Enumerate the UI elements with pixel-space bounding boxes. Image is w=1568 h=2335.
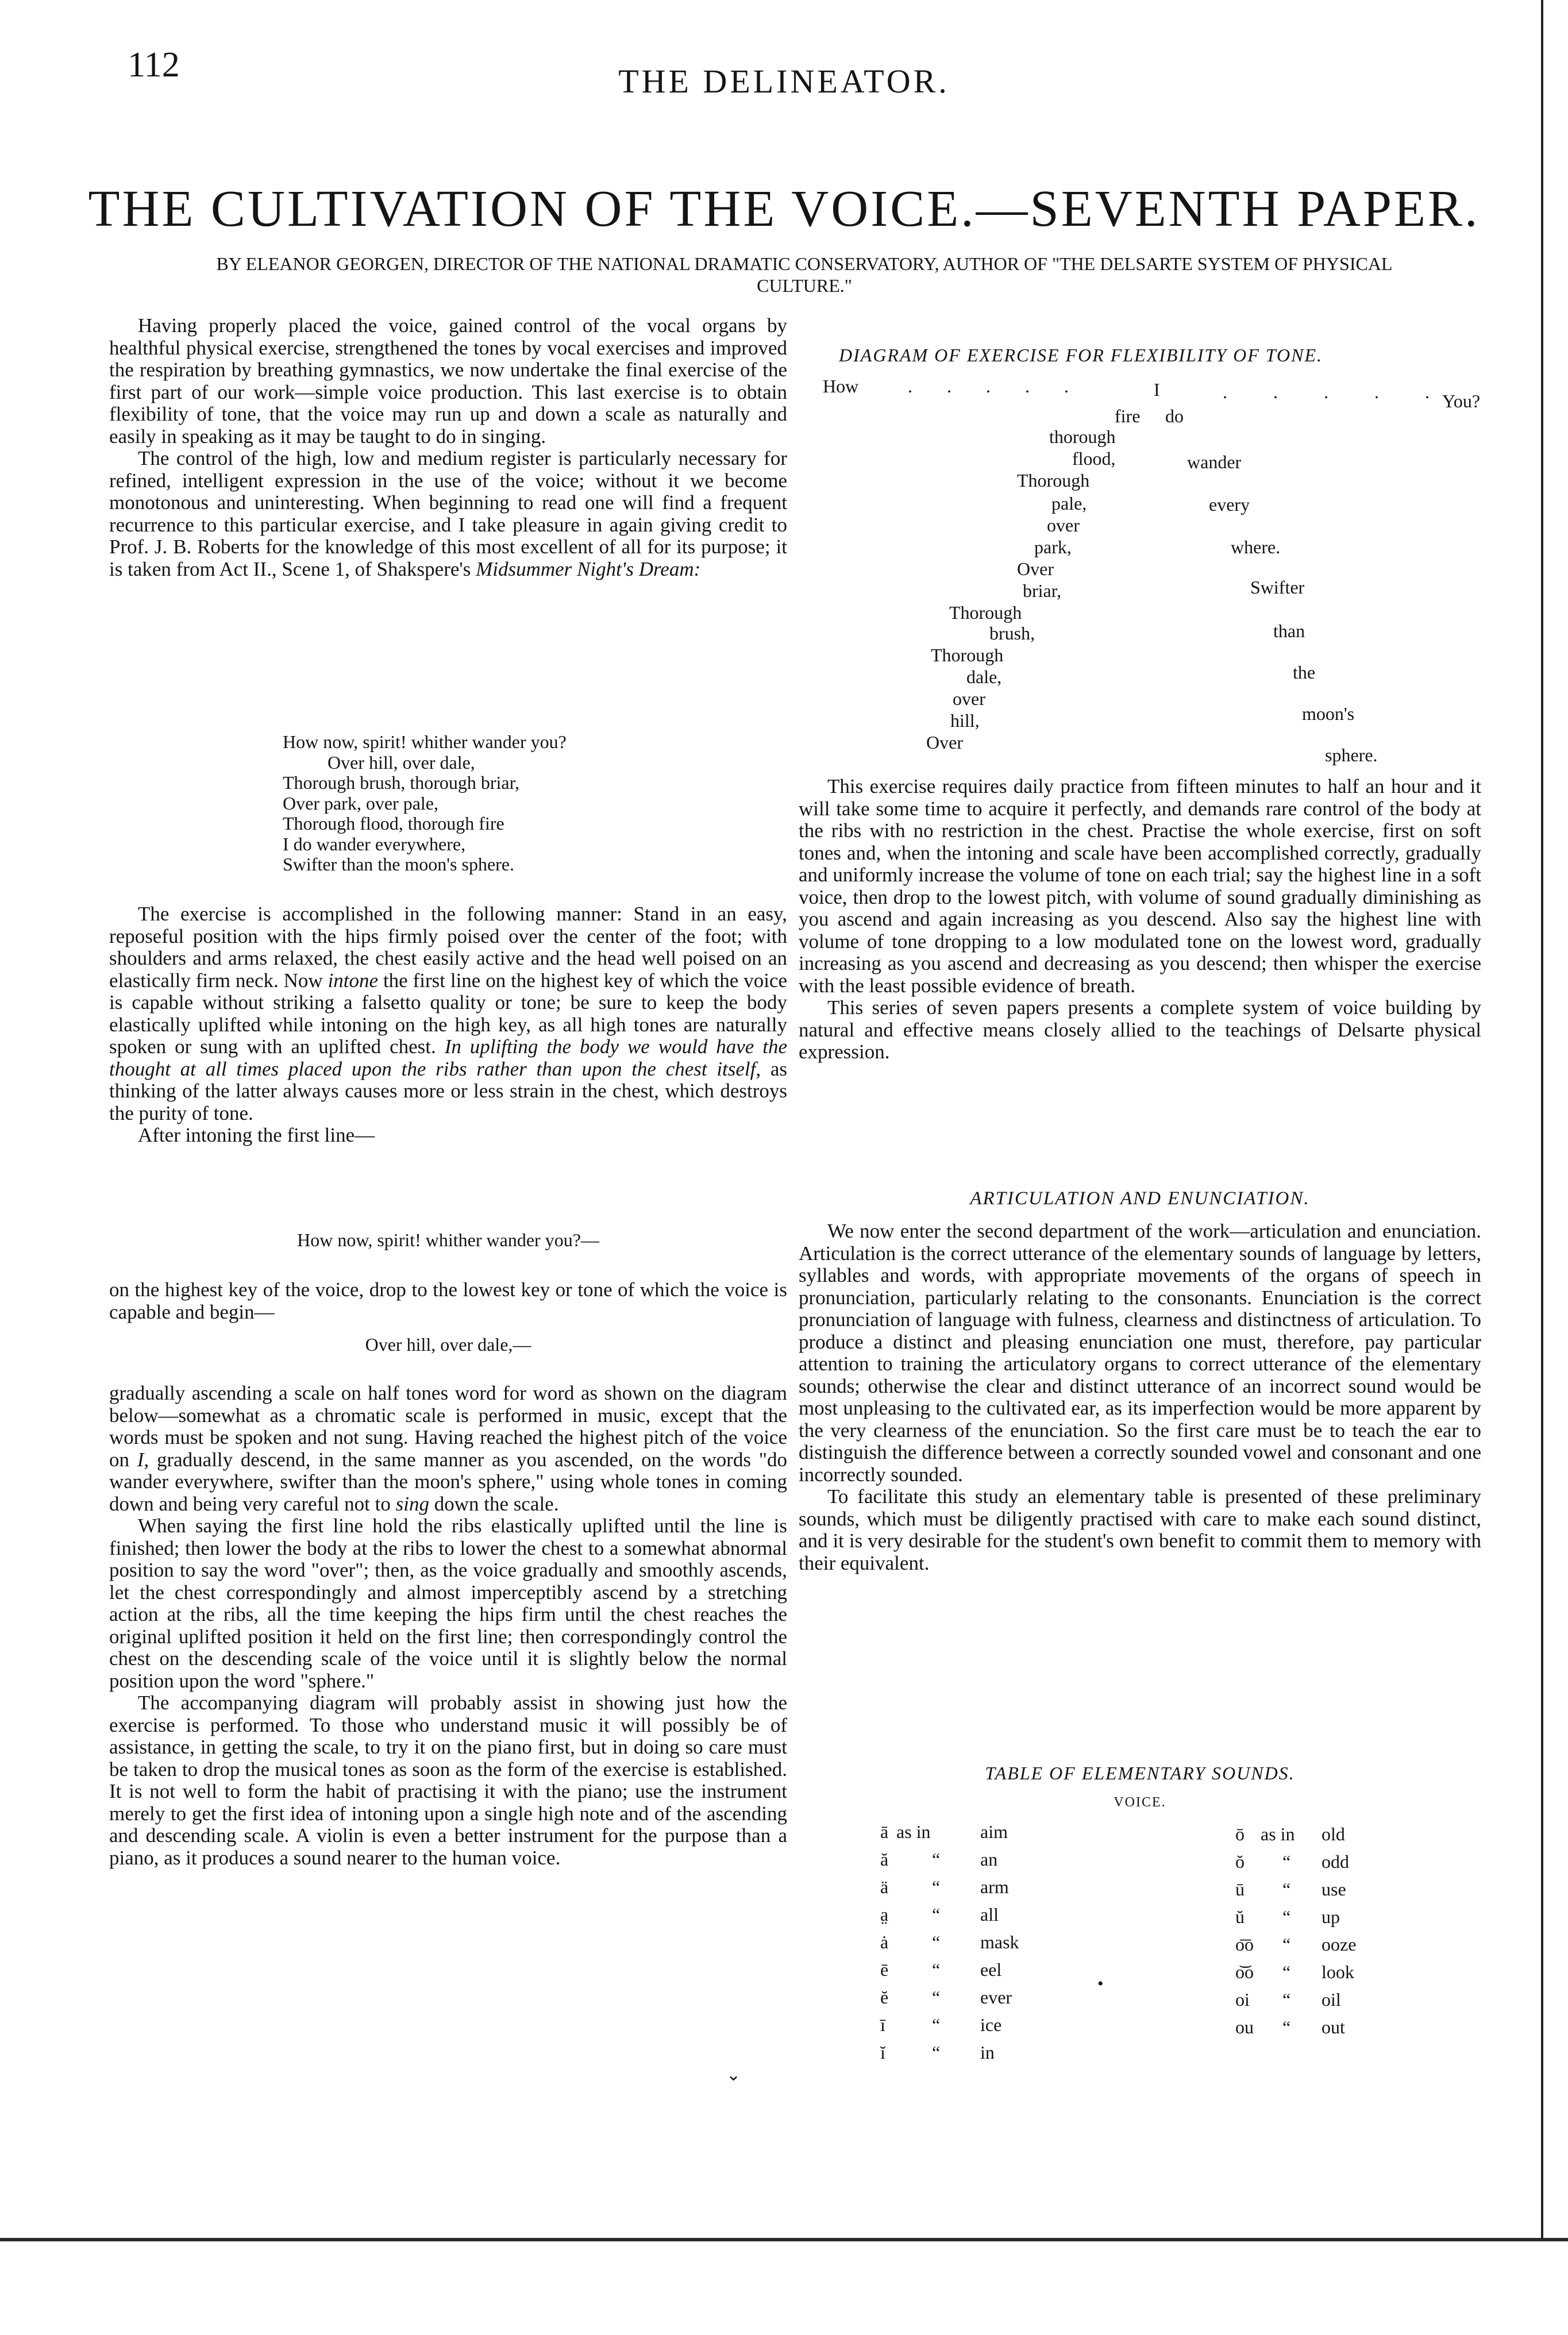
diagram-word: Thorough [931, 645, 1004, 665]
ink-mark: ⌄ [726, 2066, 741, 2084]
diagram-word: every [1209, 494, 1250, 515]
left-column-part2 [109, 903, 787, 1147]
sound-word: aim [980, 1821, 1008, 1842]
sound-word: odd [1322, 1851, 1349, 1872]
poem-line: Thorough brush, thorough briar, [283, 772, 519, 793]
sound-word: oil [1322, 1989, 1341, 2010]
paragraph-series-summary: This series of seven papers presents a complete system of voice building by natural and effective means closely allied to the teachings of Delsarte physical expression. [799, 996, 1481, 1063]
article-title: THE CULTIVATION OF THE VOICE.—SEVENTH PAPER. [88, 180, 1480, 237]
diagram-word: sphere. [1325, 745, 1378, 765]
sound-as: “ [1282, 1906, 1291, 1927]
sound-as: “ [1282, 1962, 1291, 1982]
sound-as: “ [932, 1932, 941, 1952]
sound-symbol: ĭ [880, 2042, 885, 2063]
sound-word: ooze [1322, 1934, 1357, 1955]
paragraph-exercise-text-c: as thinking of the latter always causes more or less strain in the chest, which destroys the purity of tone. [109, 1057, 788, 1124]
diagram-dots-right: . . . . . [1223, 382, 1450, 402]
sound-as: as in [1261, 1824, 1295, 1844]
diagram-word: Over [1017, 558, 1054, 579]
sound-word: old [1322, 1824, 1345, 1844]
diagram-word: thorough [1049, 426, 1116, 447]
diagram-dots-left: . . . . . [908, 376, 1084, 396]
sound-word: ice [980, 2014, 1002, 2035]
right-column-part1 [799, 776, 1481, 1064]
poem-line: Over park, over pale, [283, 792, 438, 814]
sound-as: as in [896, 1821, 931, 1842]
running-head: THE DELINEATOR. [618, 63, 950, 100]
paragraph-intro: Having properly placed the voice, gained control of the vocal organs by healthful physical exercise, strengthened the tones by vocal exercises and improved the respiration by breathing gymnastics, we now undertake the final exercise of the first part of our work—simple voice production. This last exercise is to obtain flexibility of tone, that the voice may run up and down a scale as naturally and easily in speaking as it may be taught to do in singing. [109, 314, 787, 448]
diagram-word: over [1047, 515, 1080, 535]
paragraph-ascending-text-b: gradually descend, in the same manner as you ascended, on the words "do wander everywhere, swifter than the moon's sphere," using whole tones in coming down and being very careful not to [109, 1448, 788, 1515]
sound-symbol: ŭ [1235, 1906, 1245, 1927]
bottom-scan-border [0, 2238, 1568, 2241]
sound-as: “ [932, 1904, 941, 1925]
sound-as: “ [932, 1849, 941, 1870]
sound-as: “ [932, 2042, 941, 2063]
sound-word: ever [980, 1987, 1012, 2008]
diagram-word: park, [1034, 537, 1072, 557]
quote-first-line: How now, spirit! whither wander you?— [297, 1230, 599, 1250]
sound-symbol: ä [880, 1877, 889, 1897]
sound-symbol: ou [1235, 2017, 1254, 2037]
poem-excerpt [283, 732, 567, 875]
paragraph-exercise-text-a: The exercise is accomplished in the following manner: Stand in an easy, reposeful position with the hips firmly poised over the center of the foot; with shoulders and arms relaxed, the chest easily active and the head well poised on an elastically firm neck. Now [109, 903, 787, 992]
left-column-part3 [109, 1279, 787, 1323]
sound-symbol: ă [880, 1849, 889, 1870]
sound-as: “ [1282, 1879, 1291, 1899]
sound-as: “ [932, 1877, 941, 1897]
sound-word: up [1322, 1906, 1340, 1927]
sound-symbol: a̤ [880, 1904, 889, 1925]
table-subtitle: VOICE. [1114, 1795, 1166, 1810]
diagram-word: Thorough [949, 602, 1022, 623]
sound-word: eel [980, 1959, 1002, 1980]
sound-word: use [1322, 1879, 1346, 1899]
sound-as: “ [932, 2014, 941, 2035]
sound-as: “ [1282, 1851, 1291, 1872]
diagram-word: moon's [1302, 703, 1355, 724]
emphasis-i: I, [137, 1448, 149, 1471]
sound-as: “ [1282, 2017, 1291, 2037]
page-edge-rule [1541, 0, 1543, 2241]
ink-speck: • [1097, 1974, 1104, 1993]
page-number: 112 [128, 45, 180, 84]
sound-symbol: ĕ [880, 1987, 889, 2008]
quote-second-line: Over hill, over dale,— [365, 1334, 531, 1355]
sound-word: arm [980, 1877, 1009, 1897]
left-column-part4 [109, 1382, 787, 1869]
diagram-word: wander [1187, 452, 1242, 472]
paragraph-ascending-text-a: gradually ascending a scale on half tones word for word as shown on the diagram below—somewhat as a chromatic scale is performed in music, except that the words must be spoken and not sung. Having reached the highest pitch of the voice on [109, 1382, 787, 1471]
diagram-word: Over [926, 732, 963, 753]
paragraph-exercise [109, 903, 787, 1124]
sound-as: “ [1282, 1989, 1291, 2010]
diagram-word: You? [1442, 391, 1481, 411]
sound-as: “ [1282, 1934, 1291, 1955]
sound-as: “ [932, 1959, 941, 1980]
paragraph-articulation: We now enter the second department of the work—articulation and enunciation. Articulation is the correct utterance of the elementary sounds of language by letters, syllables and words, with appropriate movements of the organs of speech in pronunciation, particularly relating to the consonants. Enunciation is the correct pronunciation of language with fulness, clearness and distinctness of articulation. To produce a distinct and pleasing enunciation one must, therefore, pay particular attention to training the articulatory organs to correct utterance of the elementary sounds; otherwise the clear and distinct utterance of an incorrect sound would be most unpleasing to the cultivated ear, as its imperfection would be more apparent by the very clearness of the enunciation. So the first care must be to teach the ear to distinguish the difference between a correctly sounded vowel and consonant and one incorrectly sounded. [799, 1220, 1481, 1486]
poem-line: I do wander everywhere, [283, 833, 466, 854]
diagram-word: pale, [1051, 493, 1087, 514]
sound-symbol: o͝o [1235, 1962, 1254, 1982]
paragraph-exercise-text-b: the first line on the highest key of which the voice is capable without striking a falsetto quality or tone; be sure to keep the body elastically uplifted while intoning on the high key, as all high tones are naturally spoken or sung with an uplifted chest. [109, 969, 788, 1058]
diagram-word: fire [1115, 406, 1141, 426]
sound-word: in [980, 2042, 995, 2063]
diagram-title: DIAGRAM OF EXERCISE FOR FLEXIBILITY OF TONE. [839, 345, 1323, 365]
poem-line: How now, spirit! whither wander you? [283, 731, 567, 752]
sound-symbol: ŏ [1235, 1851, 1245, 1872]
diagram-word: hill, [950, 710, 980, 731]
sound-word: out [1322, 2017, 1345, 2037]
diagram-word: How [823, 376, 859, 396]
right-column-part2 [799, 1220, 1481, 1574]
diagram-word: than [1273, 621, 1305, 641]
sound-symbol: oi [1235, 1989, 1250, 2010]
left-column-part1 [109, 315, 787, 580]
diagram-word: do [1165, 406, 1184, 426]
sound-symbol: ō [1235, 1824, 1245, 1844]
sound-symbol: ā [880, 1821, 889, 1842]
sound-symbol: ī [880, 2014, 885, 2035]
diagram-word: flood, [1072, 448, 1116, 469]
sound-symbol: ȧ [880, 1932, 889, 1952]
poem-line: Over hill, over dale, [328, 752, 475, 773]
paragraph-highest-key: on the highest key of the voice, drop to the lowest key or tone of which the voice is capable and begin— [109, 1278, 787, 1323]
poem-line: Thorough flood, thorough fire [283, 813, 504, 834]
sound-word: mask [980, 1932, 1019, 1952]
paragraph-ribs: When saying the first line hold the ribs elastically uplifted until the line is finished; then lower the body at the ribs to lower the chest to a somewhat abnormal position to say the word "over"; then, as the voice gradually and smoothly ascends, let the chest correspondingly and almost imperceptibly ascend by a stretching action at the ribs, all the time keeping the hips firm until the chest reaches the original uplifted position it held on the first line; then correspondingly control the chest on the descending scale of the voice until it is slightly below the normal position upon the word "sphere." [109, 1515, 787, 1692]
table-title: TABLE OF ELEMENTARY SOUNDS. [985, 1763, 1295, 1783]
sound-word: all [980, 1904, 999, 1925]
emphasis-intone: intone [328, 969, 379, 992]
paragraph-after-intoning: After intoning the first line— [138, 1124, 375, 1146]
emphasis-ribs: In uplifting the body we would have the thought at all times placed upon the ribs rather than upon the chest itself, [109, 1035, 788, 1080]
diagram-word: briar, [1023, 580, 1062, 601]
sound-word: look [1322, 1962, 1354, 1982]
diagram-word: I [1154, 379, 1160, 400]
paragraph-elementary-table: To facilitate this study an elementary table is presented of these preliminary sounds, which must be diligently practised with care to make each sound distinct, and it is very desirable for the student's own benefit to commit them to memory with their equivalent. [799, 1485, 1481, 1574]
play-title: Midsummer Night's Dream: [476, 557, 701, 580]
diagram-word: brush, [989, 623, 1035, 644]
paragraph-register [109, 448, 787, 580]
diagram-word: Swifter [1250, 577, 1305, 598]
diagram-word: over [953, 688, 985, 709]
sound-symbol: ū [1235, 1879, 1245, 1899]
article-byline: BY ELEANOR GEORGEN, DIRECTOR OF THE NATIONAL DRAMATIC CONSERVATORY, AUTHOR OF "THE DELSARTE SYSTEM OF PHYSICAL CULTURE." [216, 253, 1393, 296]
section-heading-articulation: ARTICULATION AND ENUNCIATION. [970, 1188, 1310, 1209]
sound-symbol: o͞o [1235, 1934, 1254, 1955]
paragraph-ascending-text-c: down the scale. [434, 1492, 559, 1515]
sound-word: an [980, 1849, 998, 1870]
paragraph-diagram-assist: The accompanying diagram will probably assist in showing just how the exercise is performed. To those who understand music it will possibly be of assistance, in getting the scale, to try it on the piano first, but in doing so care must be taken to drop the musical tones as soon as the form of the exercise is established. It is not well to form the habit of practising it with the piano; use the instrument merely to get the first idea of intoning upon a single high note and of the ascending and descending scale. A violin is even a better instrument for the purpose than a piano, as it produces a sound nearer to the human voice. [109, 1691, 787, 1869]
diagram-word: dale, [966, 666, 1002, 687]
paragraph-register-text: The control of the high, low and medium register is particularly necessary for refined, intelligent expression in the use of the voice; without it we become monotonous and uninteresting. When beginning to read one will find a frequent recurrence to this particular exercise, and I take pleasure in again giving credit to Prof. J. B. Roberts for the knowledge of this most excellent of all for its purpose; it is taken from Act II., Scene 1, of Shakspere's [109, 447, 787, 580]
sound-as: “ [932, 1987, 941, 2008]
paragraph-ascending [109, 1382, 787, 1515]
diagram-word: where. [1231, 537, 1281, 557]
poem-line: Swifter than the moon's sphere. [283, 854, 515, 874]
emphasis-sing: sing [395, 1492, 429, 1515]
sound-symbol: ē [880, 1959, 889, 1980]
diagram-word: Thorough [1017, 470, 1090, 491]
paragraph-daily-practice: This exercise requires daily practice from fifteen minutes to half an hour and it will take some time to acquire it perfectly, and demands rare control of the body at the ribs with no restriction in the chest. Practise the whole exercise, first on soft tones and, when the intoning and scale have been accomplished correctly, gradually and uniformly increase the volume of tone on each trial; say the highest line in a soft voice, then drop to the lowest pitch, with volume of sound gradually diminishing as you ascend and again increasing as you descend. Also say the highest line with volume of tone dropping to a low modulated tone on the lowest word, gradually increasing as you ascend and decreasing as you descend; then whisper the exercise with the least possible evidence of breath. [799, 775, 1481, 997]
diagram-word: the [1293, 662, 1316, 683]
